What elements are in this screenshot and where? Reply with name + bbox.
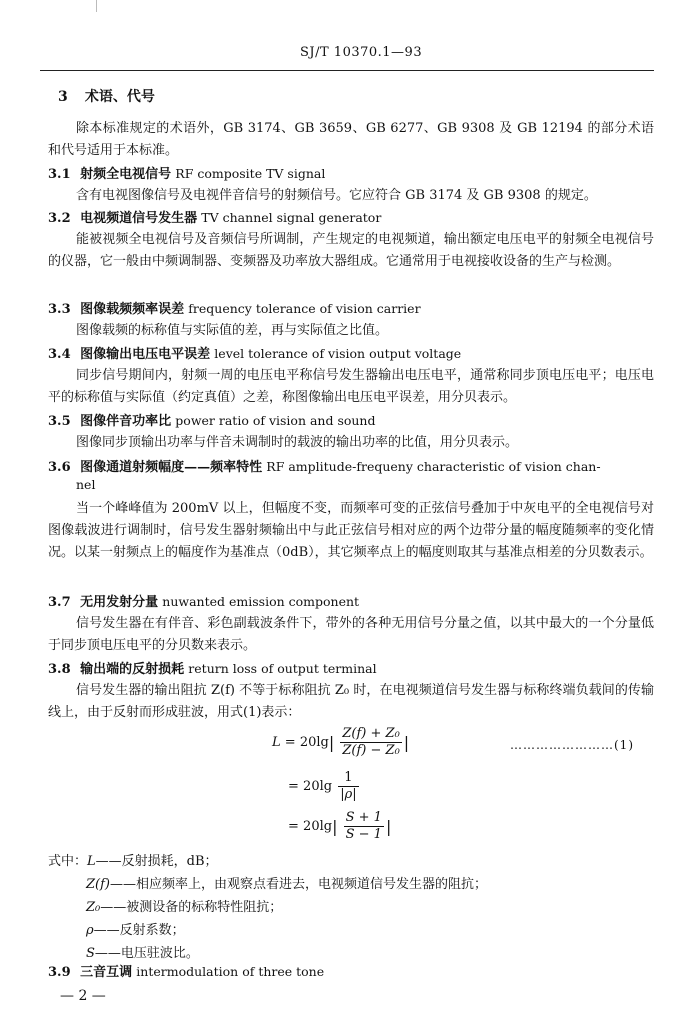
symbol: ρ bbox=[86, 923, 94, 938]
term-zh: 三音互调 bbox=[80, 965, 133, 980]
term-number: 3.4 bbox=[48, 347, 71, 362]
term-number: 3.9 bbox=[48, 965, 71, 980]
formula-equals: = bbox=[284, 735, 296, 750]
where-intro: 式中： bbox=[48, 854, 88, 869]
term-en: intermodulation of three tone bbox=[136, 964, 325, 979]
symbol: Z(f) bbox=[86, 877, 110, 892]
symbol-desc: ——相应频率上，由观察点看进去，电视频道信号发生器的阻抗； bbox=[110, 877, 488, 892]
term-number: 3.2 bbox=[48, 211, 71, 226]
symbol-definitions bbox=[48, 850, 487, 965]
term-en: return loss of output terminal bbox=[188, 661, 377, 676]
fraction-numerator: S + 1 bbox=[345, 810, 382, 825]
term-3-4-definition: 同步信号期间内，射频一周的电压电平称信号发生器输出电压电平，通常称同步顶电压电平；电压电平的标称值与实际值（约定真值）之差，称图像输出电压电平误差，用分贝表示。 bbox=[48, 368, 654, 405]
formula-fraction-2 bbox=[338, 770, 358, 803]
symbol: Z₀ bbox=[86, 900, 101, 915]
term-3-4 bbox=[48, 344, 654, 365]
fraction-denominator: Z(f) − Z₀ bbox=[342, 743, 400, 758]
formula-number-label: (1) bbox=[614, 738, 634, 752]
symbol: L bbox=[87, 854, 96, 869]
term-en: TV channel signal generator bbox=[201, 210, 382, 225]
symbol: S bbox=[86, 946, 95, 961]
term-number: 3.7 bbox=[48, 595, 71, 610]
formula-log: 20lg bbox=[303, 819, 333, 834]
formula-fraction-1 bbox=[340, 726, 401, 759]
formula-fraction-3 bbox=[344, 810, 384, 843]
term-number: 3.8 bbox=[48, 662, 71, 677]
term-3-3 bbox=[48, 299, 654, 320]
fraction-denominator: |ρ| bbox=[340, 787, 357, 802]
symbol-desc: ——反射损耗，dB； bbox=[95, 854, 218, 869]
term-en: frequency tolerance of vision carrier bbox=[188, 301, 421, 316]
term-en: RF amplitude-frequeny characteristic of vision chan- bbox=[266, 459, 601, 474]
symbol-def-zf bbox=[48, 873, 487, 896]
term-3-8-definition: 信号发生器的输出阻抗 Z(f) 不等于标称阻抗 Z₀ 时，在电视频道信号发生器与标称终端负载间的传输线上，由于反射而形成驻波，用式(1)表示： bbox=[48, 683, 654, 720]
term-3-7-definition: 信号发生器在有伴音、彩色副载波条件下，带外的各种无用信号分量之值，以其中最大的一个分量低于同步顶电压电平的分贝数来表示。 bbox=[48, 616, 654, 653]
formula-log: 20lg bbox=[299, 735, 329, 750]
symbol-def-rho bbox=[48, 919, 487, 942]
term-zh: 电视频道信号发生器 bbox=[80, 211, 198, 226]
term-3-2-definition: 能被视频全电视信号及音频信号所调制，产生规定的电视频道，输出额定电压电平的射频全电视信号的仪器，它一般由中频调制器、变频器及功率放大器组成。它通常用于电视接收设备的生产与检测。 bbox=[48, 232, 654, 269]
term-zh: 图像输出电压电平误差 bbox=[80, 347, 211, 362]
formula-log: 20lg bbox=[303, 779, 333, 794]
fraction-numerator: 1 bbox=[344, 770, 353, 785]
symbol-def-l bbox=[48, 850, 487, 873]
formula-number: ……………………(1) bbox=[510, 738, 634, 752]
term-3-2 bbox=[48, 208, 654, 229]
formula-lhs: L bbox=[272, 735, 281, 750]
fraction-denominator: S − 1 bbox=[345, 827, 382, 842]
term-zh: 输出端的反射损耗 bbox=[80, 662, 185, 677]
symbol-desc: ——被测设备的标称特性阻抗； bbox=[100, 900, 283, 915]
term-zh: 图像通道射频幅度——频率特性 bbox=[80, 460, 263, 475]
term-number: 3.6 bbox=[48, 460, 71, 475]
term-number: 3.3 bbox=[48, 302, 71, 317]
term-number: 3.5 bbox=[48, 414, 71, 429]
term-3-3-definition: 图像载频的标称值与实际值的差，再与实际值之比值。 bbox=[76, 323, 389, 338]
symbol-desc: ——电压驻波比。 bbox=[94, 946, 199, 961]
formula-line-2 bbox=[288, 770, 361, 803]
term-zh: 图像伴音功率比 bbox=[80, 414, 172, 429]
term-3-6 bbox=[48, 457, 654, 478]
scan-mark bbox=[96, 0, 97, 12]
term-number: 3.1 bbox=[48, 167, 71, 182]
intro-paragraph: 除本标准规定的术语外，GB 3174、GB 3659、GB 6277、GB 9308 及 GB 12194 的部分术语和代号适用于本标准。 bbox=[48, 121, 654, 158]
formula-line-1: L = 20lg| $\frac{\text{Z(f) + Z₀}}{\text{Z(f) − Z₀}}$ | bbox=[272, 726, 410, 758]
term-en: nuwanted emission component bbox=[162, 594, 360, 609]
term-3-1-definition: 含有电视图像信号及电视伴音信号的射频信号。它应符合 GB 3174 及 GB 9308 的规定。 bbox=[76, 188, 597, 203]
section-number: 3 bbox=[58, 89, 68, 105]
term-3-5 bbox=[48, 411, 654, 432]
symbol-desc: ——反射系数； bbox=[93, 923, 185, 938]
term-en: level tolerance of vision output voltage bbox=[214, 346, 462, 361]
section-title: 术语、代号 bbox=[84, 89, 155, 105]
formula-equals: = bbox=[288, 779, 299, 794]
symbol-def-z0 bbox=[48, 896, 487, 919]
term-en: RF composite TV signal bbox=[175, 166, 326, 181]
term-3-6-definition: 当一个峰峰值为 200mV 以上，但幅度不变，而频率可变的正弦信号叠加于中灰电平的全电视信号对图像载波进行调制时，信号发生器射频输出中与此正弦信号相对应的两个边带分量的幅度随频率的变化情况。以某一射频点上的幅度作为基准点（0dB），其它频率点上的幅度则取其与基准点相差的分贝数表示。 bbox=[48, 501, 654, 560]
term-3-5-definition: 图像同步顶输出功率与伴音未调制时的载波的输出功率的比值，用分贝表示。 bbox=[76, 435, 519, 450]
term-en: power ratio of vision and sound bbox=[175, 413, 376, 428]
term-3-9 bbox=[48, 962, 654, 983]
term-3-7 bbox=[48, 592, 654, 613]
term-3-8 bbox=[48, 659, 654, 680]
fraction-numerator: Z(f) + Z₀ bbox=[342, 726, 400, 741]
term-3-1 bbox=[48, 164, 654, 185]
term-zh: 无用发射分量 bbox=[80, 595, 159, 610]
section-heading bbox=[58, 86, 155, 106]
term-zh: 射频全电视信号 bbox=[80, 167, 172, 182]
standard-code: SJ/T 10370.1—93 bbox=[300, 45, 423, 60]
term-zh: 图像载频频率误差 bbox=[80, 302, 185, 317]
formula-line-3: = 20lg| $\frac{S + 1}{S - 1}$ | bbox=[288, 810, 392, 842]
header-rule bbox=[40, 70, 654, 71]
page-number: — 2 — bbox=[60, 988, 106, 1004]
formula-equals: = bbox=[288, 819, 299, 834]
term-3-6-en-continued: nel bbox=[76, 477, 96, 492]
